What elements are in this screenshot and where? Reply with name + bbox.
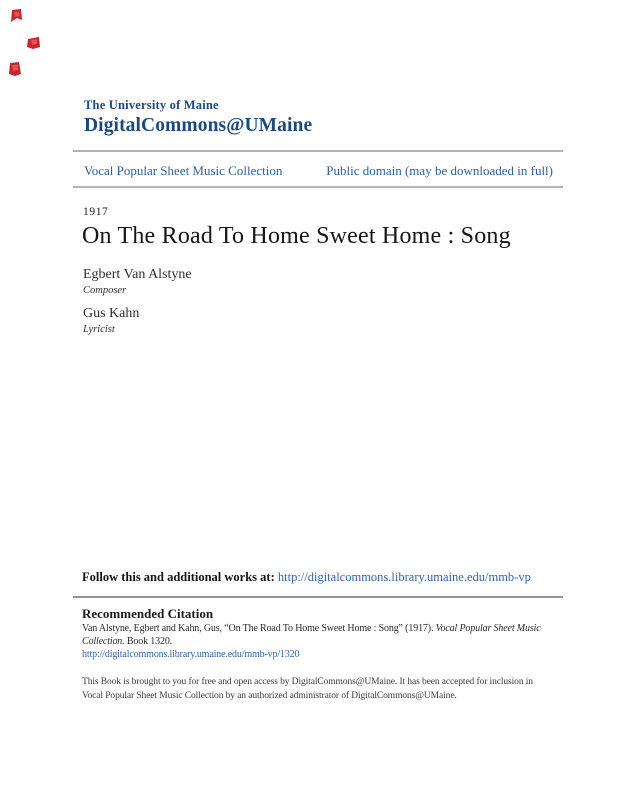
contributor [83,267,192,296]
citation-block [82,623,559,662]
collection-url-link[interactable]: http://digitalcommons.library.umaine.edu/mmb-vp [277,570,531,584]
citation-url-link[interactable]: http://digitalcommons.library.umaine.edu/mmb-vp/1320 [82,649,300,660]
site-title[interactable]: DigitalCommons@UMaine [84,115,313,136]
contributor [83,306,139,335]
follow-works-label: Follow this and additional works at: [82,570,275,584]
site-masthead [84,98,312,137]
follow-works-line [82,570,531,585]
red-artifact-icon [27,37,40,55]
citation-text: Van Alstyne, Egbert and Kahn, Gus, “On The Road To Home Sweet Home : Song” (1917). [82,623,436,634]
institution-name: The University of Maine [84,98,219,112]
document-title: On The Road To Home Sweet Home : Song [82,223,511,249]
divider [73,186,563,188]
red-artifact-icon [9,62,21,82]
red-artifact-icon [10,9,22,28]
collection-link[interactable]: Vocal Popular Sheet Music Collection [84,163,283,178]
publication-year: 1917 [83,206,109,218]
contributor-name[interactable]: Egbert Van Alstyne [83,267,192,282]
contributor-role: Lyricist [83,324,115,335]
footer-access-note: This Book is brought to you for free and open access by DigitalCommons@UMaine. It has been accepted for inclusion in Vocal Popular Sheet Music Collection by an authorized administrator of DigitalCommons@UMaine. [82,677,533,701]
collection-bar [84,163,553,179]
divider [73,596,563,598]
citation-collection-italic: Vocal Popular Sheet Music Collection. [82,623,541,647]
recommended-citation-heading: Recommended Citation [82,606,214,621]
contributor-name[interactable]: Gus Kahn [83,306,140,321]
access-note: Public domain (may be downloaded in full) [326,163,553,178]
divider [73,150,563,152]
citation-text-tail: Book 1320. [124,635,173,647]
contributor-role: Composer [83,285,127,296]
